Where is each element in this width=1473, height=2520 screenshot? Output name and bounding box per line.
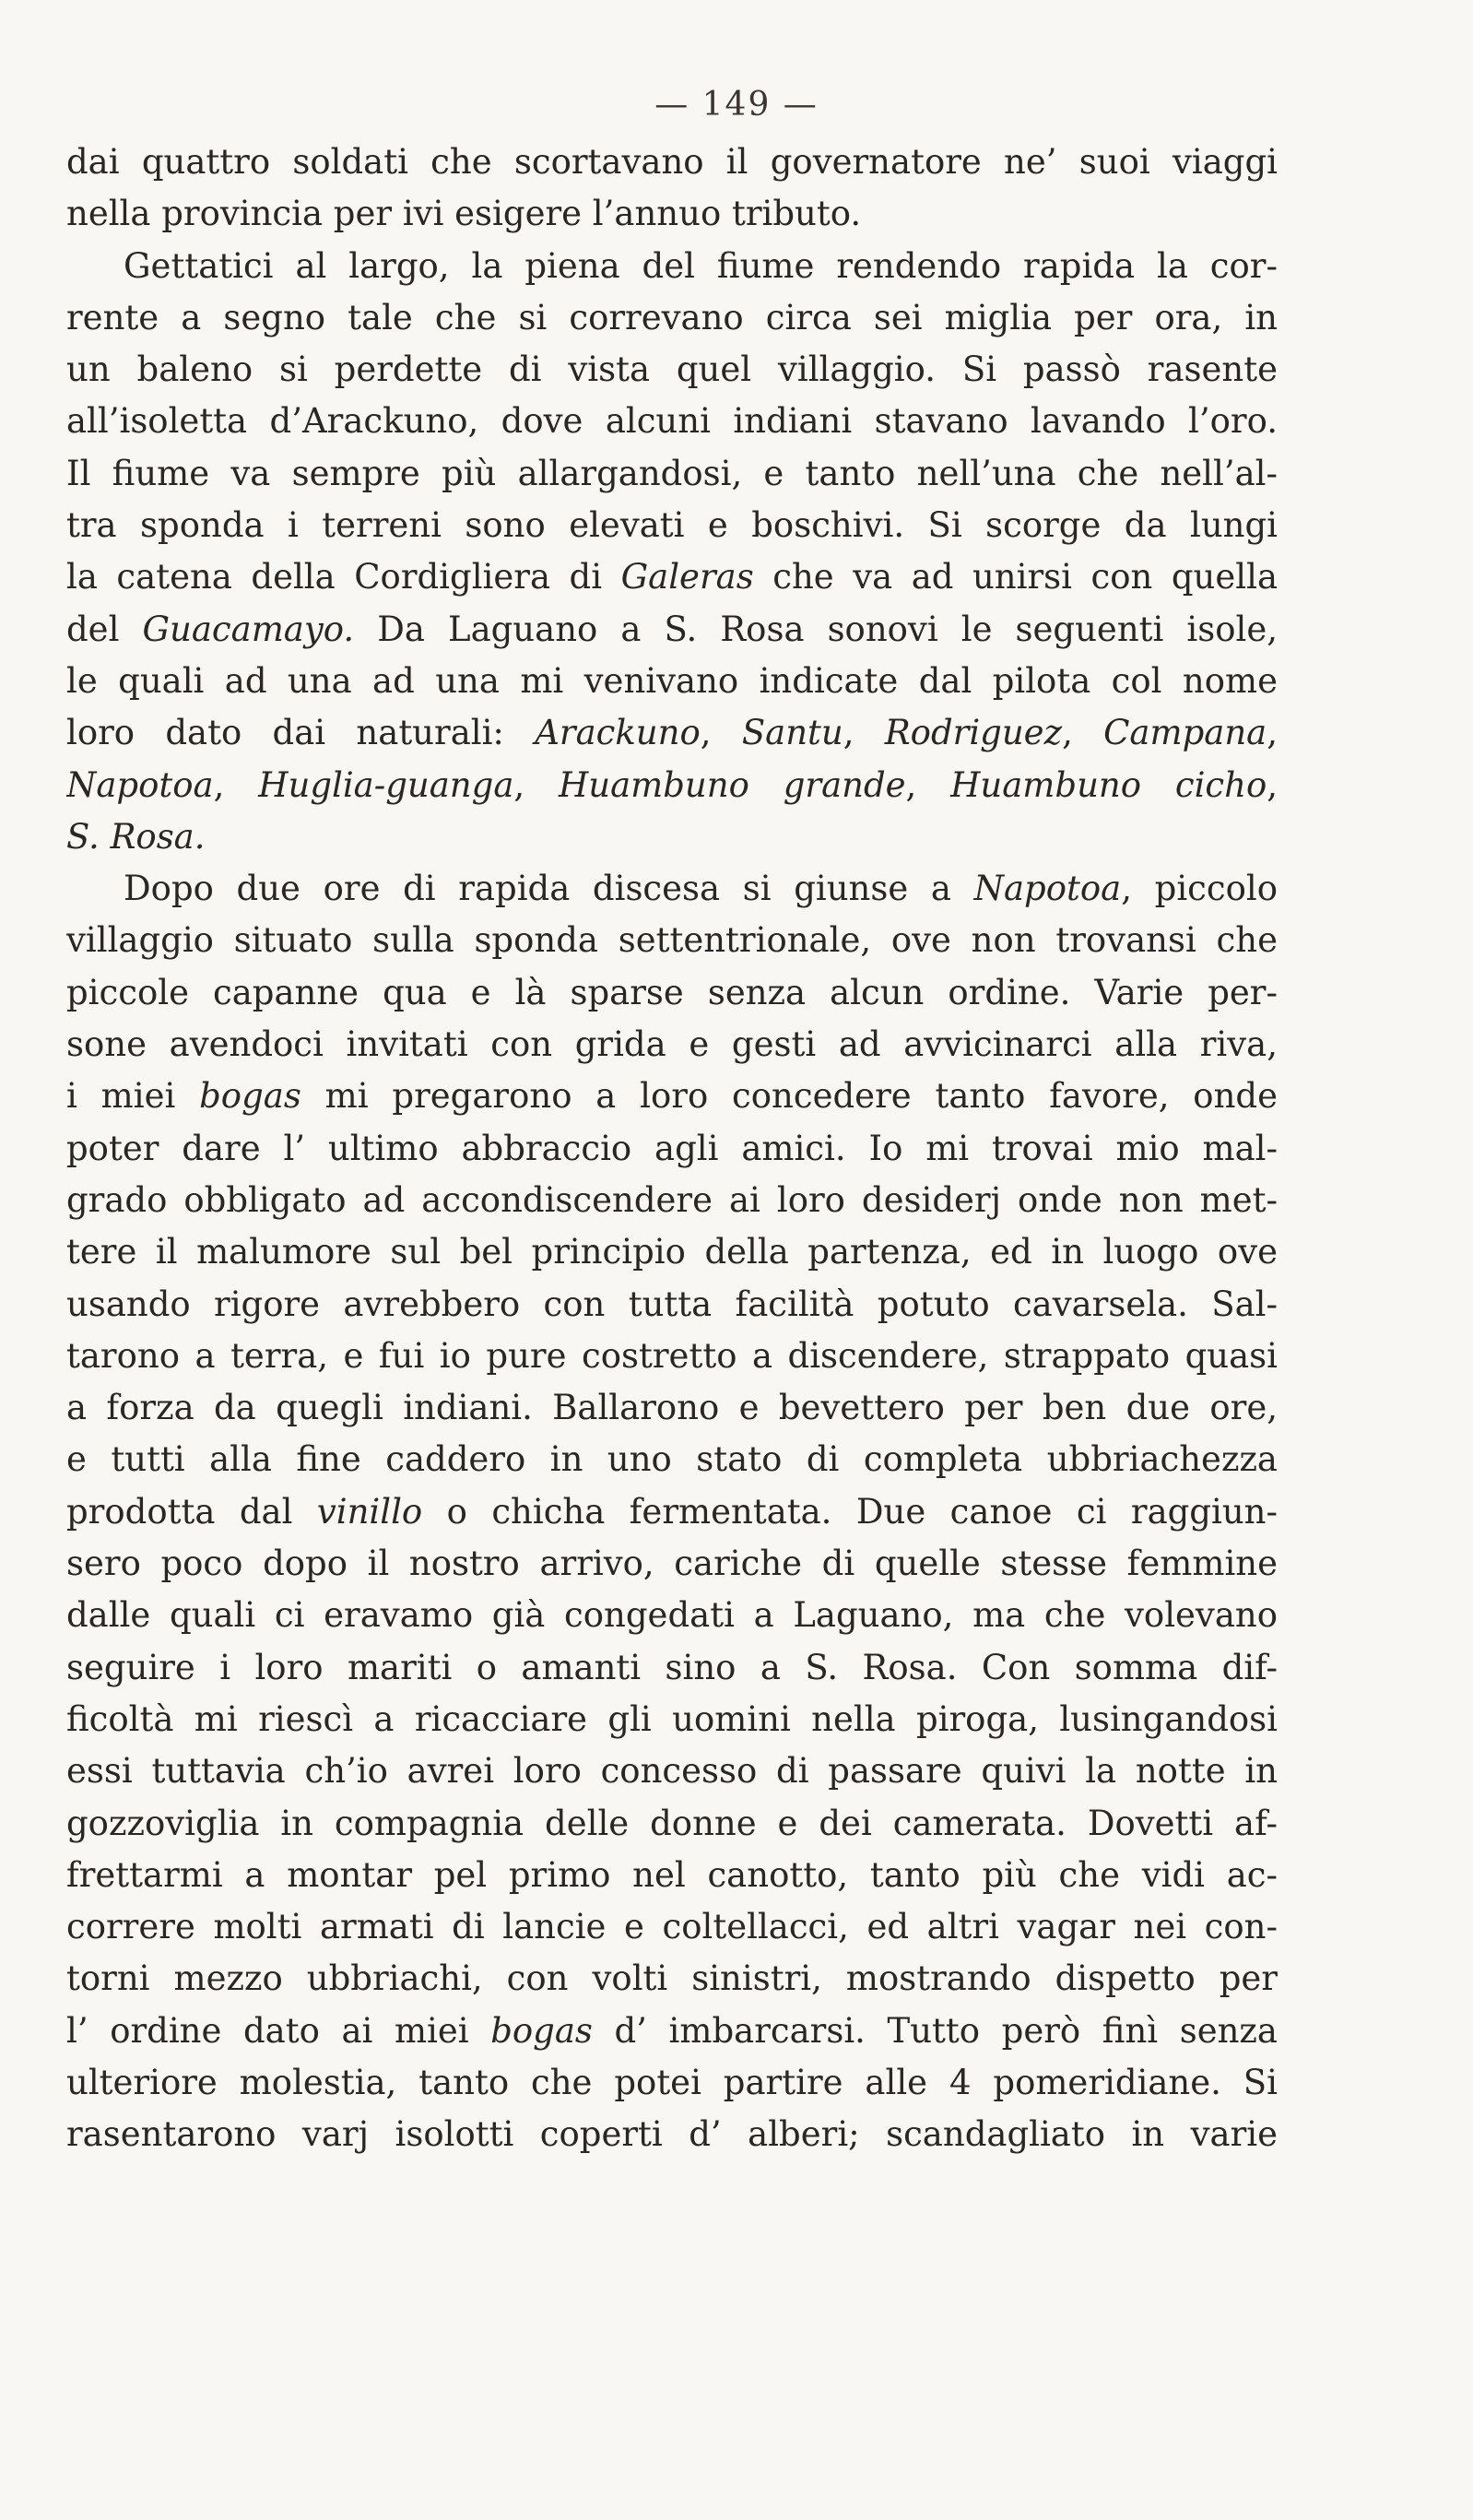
text-span: Gettatici al largo, la piena del fiume rendendo rapida la cor- xyxy=(124,245,1278,286)
text-span: villaggio situato sulla sponda settentrionale, ove non trovansi che xyxy=(66,920,1278,961)
text-span: , xyxy=(1267,764,1278,805)
text-line xyxy=(66,292,1278,344)
text-line xyxy=(66,448,1278,500)
text-span: d’ imbarcarsi. Tutto però finì senza xyxy=(592,2010,1278,2051)
text-span: nella provincia per ivi esigere l’annuo tributo. xyxy=(66,194,862,234)
text-line xyxy=(66,2109,1278,2160)
text-span: seguire i loro mariti o amanti sino a S. Rosa. Con somma dif- xyxy=(66,1647,1278,1687)
text-line xyxy=(66,967,1278,1019)
text-line xyxy=(66,1071,1278,1122)
text-line xyxy=(66,500,1278,551)
text-span: Dopo due ore di rapida discesa si giunse a xyxy=(124,869,974,909)
text-line xyxy=(66,1850,1278,1901)
body-text xyxy=(66,136,1278,2161)
text-line xyxy=(66,1590,1278,1641)
text-line xyxy=(66,188,1278,240)
italic-text: Napotoa xyxy=(973,869,1122,909)
italic-text: vinillo xyxy=(316,1491,423,1532)
italic-text: Rodriguez xyxy=(884,713,1063,753)
text-line xyxy=(66,863,1278,915)
italic-text: Huambuno grande xyxy=(559,764,906,805)
text-line xyxy=(66,1434,1278,1485)
text-span: , piccolo xyxy=(1121,869,1278,909)
italic-text: Santu xyxy=(741,713,843,753)
text-span: la catena della Cordigliera di xyxy=(66,557,621,597)
text-span: , xyxy=(1062,713,1104,753)
text-line xyxy=(66,1226,1278,1278)
text-line xyxy=(66,1331,1278,1382)
text-span: essi tuttavia ch’io avrei loro concesso di passare quivi la notte in xyxy=(66,1751,1278,1792)
text-span: usando rigore avrebbero con tutta facilità potuto cavarsela. Sal- xyxy=(66,1284,1278,1324)
text-span: i miei xyxy=(66,1076,200,1117)
text-span: rente a segno tale che si correvano circa sei miglia per ora, in xyxy=(66,297,1278,337)
text-line xyxy=(66,2005,1278,2057)
text-span: un baleno si perdette di vista quel villaggio. Si passò rasente xyxy=(66,349,1278,390)
text-span: prodotta dal xyxy=(66,1491,317,1532)
text-line xyxy=(66,604,1278,656)
italic-text: Campana xyxy=(1103,713,1267,753)
text-span: gozzoviglia in compagnia delle donne e dei camerata. Dovetti af- xyxy=(66,1803,1278,1843)
text-span: tarono a terra, e fui io pure costretto a discendere, strappato quasi xyxy=(66,1335,1278,1376)
text-span: a forza da quegli indiani. Ballarono e bevettero per ben due ore, xyxy=(66,1388,1278,1428)
italic-text: Galeras xyxy=(620,557,754,597)
text-span: , xyxy=(513,764,559,805)
text-span: , xyxy=(213,764,259,805)
text-span: sone avendoci invitati con grida e gesti ad avvicinarci alla riva, xyxy=(66,1024,1278,1065)
text-line xyxy=(66,1745,1278,1797)
text-span: mi pregarono a loro concedere tanto favore, onde xyxy=(300,1076,1278,1117)
text-span: l’ ordine dato ai miei xyxy=(66,2010,491,2051)
italic-text: bogas xyxy=(490,2010,593,2051)
text-span: dai quattro soldati che scortavano il governatore ne’ suoi viaggi xyxy=(66,142,1278,182)
text-span: del xyxy=(66,609,143,649)
text-span: tere il malumore sul bel principio della partenza, ed in luogo ove xyxy=(66,1232,1278,1272)
text-line xyxy=(66,1175,1278,1226)
text-span: che va ad unirsi con quella xyxy=(753,557,1278,597)
text-line xyxy=(66,136,1278,188)
text-span: dalle quali ci eravamo già congedati a Laguano, ma che volevano xyxy=(66,1595,1278,1636)
italic-text: Napotoa xyxy=(66,764,214,805)
text-line xyxy=(66,811,1278,863)
text-line xyxy=(66,1123,1278,1175)
text-span: , xyxy=(905,764,951,805)
italic-text: S. xyxy=(66,816,111,857)
text-span: poter dare l’ ultimo abbraccio agli amici. Io mi trovai mio mal- xyxy=(66,1128,1278,1168)
text-line xyxy=(66,344,1278,396)
text-line xyxy=(66,241,1278,292)
text-line xyxy=(66,1694,1278,1745)
text-span: grado obbligato ad accondiscendere ai loro desiderj onde non met- xyxy=(66,1179,1278,1220)
text-span: , xyxy=(1267,713,1278,753)
text-line xyxy=(66,1279,1278,1331)
text-line xyxy=(66,1382,1278,1434)
text-span: sero poco dopo il nostro arrivo, cariche di quelle stesse femmine xyxy=(66,1544,1278,1584)
text-span: piccole capanne qua e là sparse senza alcun ordine. Varie per- xyxy=(66,972,1278,1012)
text-span: all’isoletta d’Arackuno, dove alcuni indiani stavano lavando l’oro. xyxy=(66,401,1278,442)
text-span: e tutti alla fine caddero in uno stato di completa ubbriachezza xyxy=(66,1439,1278,1480)
text-span: rasentarono varj isolotti coperti d’ alberi; scandagliato in varie xyxy=(66,2114,1278,2155)
text-span: , xyxy=(700,713,742,753)
text-line xyxy=(66,707,1278,759)
text-span: loro dato dai naturali: xyxy=(66,713,536,753)
italic-text: Guacamayo. xyxy=(142,609,355,649)
text-span: frettarmi a montar pel primo nel canotto, tanto più che vidi ac- xyxy=(66,1854,1278,1895)
text-line xyxy=(66,1798,1278,1850)
text-span: Il fiume va sempre più allargandosi, e tanto nell’una che nell’al- xyxy=(66,453,1278,493)
text-span: Da Laguano a S. Rosa sonovi le seguenti isole, xyxy=(354,609,1278,649)
text-span: o chicha fermentata. Due canoe ci raggiun- xyxy=(422,1491,1278,1532)
italic-text: Huambuno cicho xyxy=(950,764,1267,805)
text-span: ficoltà mi riescì a ricacciare gli uomini nella piroga, lusingandosi xyxy=(66,1698,1278,1739)
text-line xyxy=(66,656,1278,707)
text-line xyxy=(66,396,1278,447)
italic-text: Huglia-guanga xyxy=(258,764,514,805)
text-span: torni mezzo ubbriachi, con volti sinistri, mostrando dispetto per xyxy=(66,1958,1278,1999)
italic-text: Rosa. xyxy=(110,816,206,857)
text-span: ulteriore molestia, tanto che potei partire alle 4 pomeridiane. Si xyxy=(66,2062,1278,2102)
text-line xyxy=(66,1538,1278,1590)
text-line xyxy=(66,1019,1278,1071)
text-line xyxy=(66,1642,1278,1694)
text-line xyxy=(66,2057,1278,2109)
text-line xyxy=(66,760,1278,811)
italic-text: bogas xyxy=(199,1076,301,1117)
text-line xyxy=(66,551,1278,603)
italic-text: Arackuno xyxy=(535,713,701,753)
text-span: tra sponda i terreni sono elevati e boschivi. Si scorge da lungi xyxy=(66,505,1278,546)
text-line xyxy=(66,1901,1278,1953)
text-span: correre molti armati di lancie e coltellacci, ed altri vagar nei con- xyxy=(66,1907,1278,1947)
page-number: — 149 — xyxy=(654,86,819,124)
text-span: , xyxy=(843,713,885,753)
text-line xyxy=(66,1486,1278,1538)
text-line xyxy=(66,915,1278,966)
text-span: le quali ad una ad una mi venivano indicate dal pilota col nome xyxy=(66,660,1278,701)
text-line xyxy=(66,1953,1278,2005)
